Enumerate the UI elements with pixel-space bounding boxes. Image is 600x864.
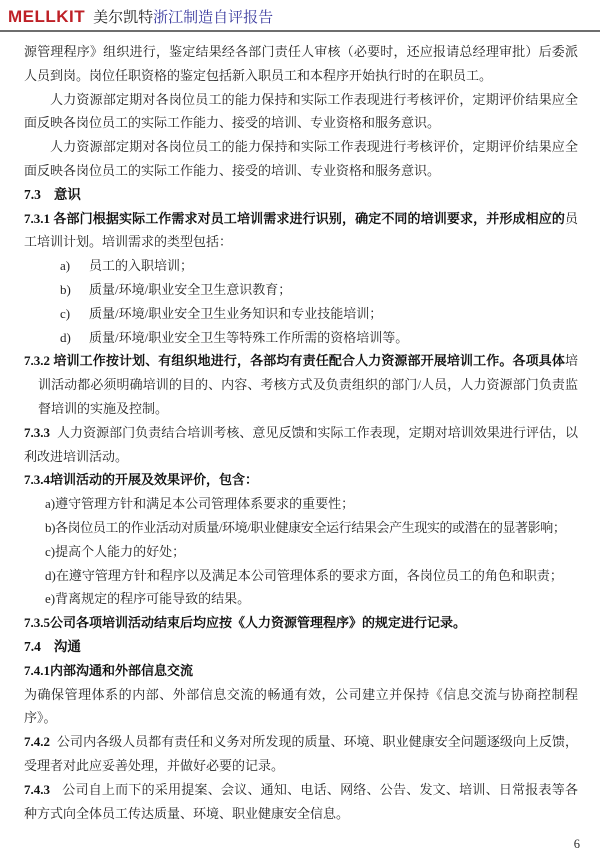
list-item-a: a)遵守管理方针和满足本公司管理体系要求的重要性； (45, 496, 355, 512)
list-marker: d) (60, 329, 71, 345)
brand-logo-text: MELLKIT (8, 7, 86, 26)
clause-7-4-3-number: 7.4.3 (24, 781, 50, 797)
heading-7-3-number: 7.3 (24, 186, 41, 202)
clause-7-3-3 (24, 421, 578, 469)
list-item-text: 质量/环境/职业安全卫生业务知识和专业技能培训； (89, 305, 383, 321)
clause-7-3-2-bold-text: 7.3.2 培训工作按计划、有组织地进行，各部均有责任配合人力资源部开展培训工作。各项具体 (24, 353, 565, 369)
list-item-c: c)提高个人能力的好处； (45, 543, 186, 559)
list-item-a (24, 254, 578, 278)
clause-7-3-1-bold-text: 7.3.1 各部门根据实际工作需求对员工培训需求进行识别，确定不同的培训要求，并形成相应的 (24, 210, 565, 226)
clause-7-3-4-heading-text: 7.3.4培训活动的开展及效果评价，包含： (24, 472, 259, 488)
paragraph-hr-evaluation-2: 人力资源部定期对各岗位员工的能力保持和实际工作表现进行考核评价，定期评价结果应全面反映各岗位员工的实际工作能力、接受的培训、专业资格和服务意识。 (24, 139, 578, 178)
evaluation-aspects-list (24, 492, 578, 611)
clause-7-4-2-text: 公司内各级人员都有责任和义务对所发现的质量、环境、职业健康安全问题逐级向上反馈，受理者对此应妥善处理，并做好必要的记录。 (24, 734, 578, 773)
header-title-dark: 美尔凯特 (93, 10, 154, 26)
clause-7-4-2-number: 7.4.2 (24, 734, 50, 750)
list-item-text: 质量/环境/职业安全卫生等特殊工作所需的资格培训等。 (89, 329, 409, 345)
clause-7-3-3-text: 人力资源部门负责结合培训考核、意见反馈和实际工作表现，定期对培训效果进行评估，以利改进培训活动。 (24, 424, 578, 464)
clause-7-3-1-regular-text: 员工培训计划。培训需求的类型包括： (24, 210, 578, 250)
training-type-list (24, 254, 578, 349)
clause-7-3-1 (24, 207, 578, 255)
clause-7-4-3-text: 公司自上而下的采用提案、会议、通知、电话、网络、公告、发文、培训、日常报表等各种方式向全体员工传达质量、环境、职业健康安全信息。 (24, 781, 578, 821)
clause-7-4-1-heading (24, 659, 578, 683)
heading-7-3 (24, 183, 578, 207)
list-item-b (24, 278, 578, 302)
clause-7-3-2-regular-text: 培训活动都必须明确培训的目的、内容、考核方式及负责组织的部门/人员，人力资源部门负责监督培训的实施及控制。 (38, 353, 578, 416)
clause-7-4-1-body: 为确保管理体系的内部、外部信息交流的畅通有效，公司建立并保持《信息交流与协商控制程序》。 (24, 686, 578, 726)
clause-7-3-5-text: 7.3.5公司各项培训活动结束后均应按《人力资源管理程序》的规定进行记录。 (24, 615, 467, 631)
list-marker: b) (60, 281, 71, 297)
clause-7-3-3-number: 7.3.3 (24, 424, 50, 440)
paragraph-continuation: 源管理程序》组织进行，鉴定结果经各部门责任人审核（必要时，还应报请总经理审批）后委派人员到岗。岗位任职资格的鉴定包括新入职员工和本程序开始执行时的在职员工。 (24, 44, 578, 83)
list-item-b: b)各岗位员工的作业活动对质量/环境/职业健康安全运行结果会产生现实的或潜在的显著影响； (45, 519, 566, 535)
list-marker: a) (60, 258, 71, 274)
clause-7-4-1-heading-text: 7.4.1内部沟通和外部信息交流 (24, 662, 194, 678)
page-footer (574, 837, 580, 852)
clause-7-4-2 (24, 730, 578, 778)
clause-7-3-2 (24, 349, 578, 420)
clause-7-3-4-heading (24, 468, 578, 492)
paragraph-hr-evaluation-1: 人力资源部定期对各岗位员工的能力保持和实际工作表现进行考核评价，定期评价结果应全面反映各岗位员工的实际工作能力、接受的培训、专业资格和服务意识。 (24, 91, 578, 131)
list-item-c (24, 302, 578, 326)
header-title-accent: 浙江制造自评报告 (153, 10, 274, 26)
heading-7-4 (24, 635, 578, 659)
clause-7-3-5 (24, 611, 578, 635)
clause-7-4-3 (24, 778, 578, 826)
document-body (0, 32, 600, 825)
heading-7-4-number: 7.4 (24, 638, 41, 654)
list-item-d (24, 326, 578, 350)
list-item-d: d)在遵守管理方针和程序以及满足本公司管理体系的要求方面，各岗位员工的角色和职责； (45, 567, 563, 583)
page-number: 6 (573, 837, 580, 851)
heading-7-4-title: 沟通 (53, 638, 81, 654)
list-item-e: e)背离规定的程序可能导致的结果。 (45, 591, 251, 607)
list-item-text: 质量/环境/职业安全卫生意识教育； (89, 281, 292, 297)
list-item-text: 员工的入职培训； (89, 258, 194, 274)
heading-7-3-title: 意识 (53, 186, 81, 202)
page-header (0, 0, 600, 32)
list-marker: c) (60, 305, 71, 321)
